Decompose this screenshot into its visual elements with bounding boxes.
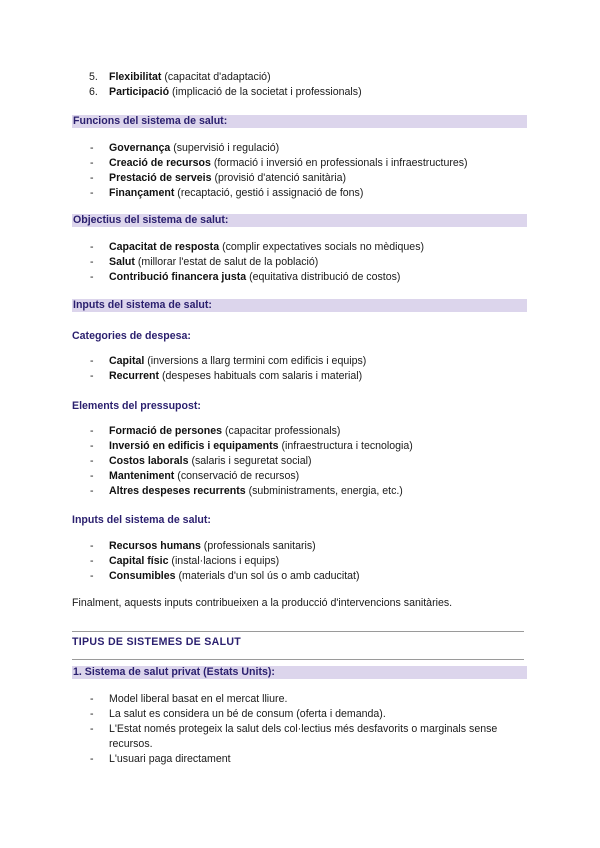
subheading-elements: Elements del pressupost: — [72, 400, 201, 412]
list-item — [72, 186, 526, 201]
elements-list — [72, 424, 526, 499]
list-item — [72, 484, 526, 499]
item-text: L'Estat només protegeix la salut dels col·lectius més desfavorits o marginals sense recursos. — [109, 723, 498, 750]
section-heading-privat: 1. Sistema de salut privat (Estats Units): — [72, 666, 527, 679]
item-desc: (subministraments, energia, etc.) — [248, 485, 403, 497]
item-desc: (infraestructura i tecnologia) — [281, 440, 413, 452]
item-desc: (provisió d'atenció sanitària) — [214, 172, 347, 184]
list-item — [72, 156, 526, 171]
section-heading-funcions: Funcions del sistema de salut: — [72, 115, 527, 128]
item-desc: (formació i inversió en professionals i infraestructures) — [213, 157, 468, 169]
item-term: Finançament — [109, 187, 175, 199]
funcions-list — [72, 141, 526, 201]
item-term: Prestació de serveis — [109, 172, 212, 184]
subheading-inputs: Inputs del sistema de salut: — [72, 514, 211, 526]
list-item — [72, 692, 526, 707]
objectius-list — [72, 240, 526, 285]
bullet: - — [90, 723, 94, 735]
item-desc: (conservació de recursos) — [177, 470, 300, 482]
bullet: - — [90, 455, 94, 467]
bullet: - — [90, 157, 94, 169]
item-term: Consumibles — [109, 570, 176, 582]
item-desc: (equitativa distribució de costos) — [249, 271, 401, 283]
item-term: Salut — [109, 256, 135, 268]
bullet: - — [90, 708, 94, 720]
list-item — [72, 722, 526, 752]
categories-list — [72, 354, 526, 384]
list-item — [72, 171, 526, 186]
bullet: - — [90, 693, 94, 705]
item-desc: (implicació de la societat i professionals) — [172, 86, 362, 98]
tipus-heading: TIPUS DE SISTEMES DE SALUT — [72, 636, 242, 648]
list-item — [72, 70, 526, 85]
item-desc: (instal·lacions i equips) — [171, 555, 280, 567]
bullet: - — [90, 485, 94, 497]
bullet: - — [90, 241, 94, 253]
list-item — [72, 270, 526, 285]
divider — [72, 631, 524, 632]
item-text: L'usuari paga directament — [109, 753, 231, 765]
item-term: Capacitat de resposta — [109, 241, 220, 253]
item-text: La salut es considera un bé de consum (oferta i demanda). — [109, 708, 386, 720]
list-item — [72, 369, 526, 384]
list-item — [72, 240, 526, 255]
item-term: Recursos humans — [109, 540, 201, 552]
list-item — [72, 469, 526, 484]
list-item — [72, 539, 526, 554]
inputs-list — [72, 539, 526, 584]
item-desc: (despeses habituals com salaris i material) — [162, 370, 363, 382]
numbered-list — [72, 70, 526, 100]
item-term: Formació de persones — [109, 425, 223, 437]
item-desc: (complir expectatives socials no mèdiques) — [222, 241, 425, 253]
divider — [72, 659, 524, 660]
item-term: Inversió en edificis i equipaments — [109, 440, 279, 452]
section-heading-objectius: Objectius del sistema de salut: — [72, 214, 527, 227]
list-item — [72, 439, 526, 454]
item-term: Contribució financera justa — [109, 271, 247, 283]
list-item — [72, 85, 526, 100]
item-desc: (inversions a llarg termini com edificis i equips) — [147, 355, 367, 367]
bullet: - — [90, 142, 94, 154]
list-item — [72, 424, 526, 439]
item-desc: (recaptació, gestió i assignació de fons) — [177, 187, 364, 199]
item-term: Flexibilitat — [109, 71, 162, 83]
bullet: - — [90, 753, 94, 765]
item-term: Creació de recursos — [109, 157, 211, 169]
list-number: 6. — [89, 86, 98, 98]
list-number: 5. — [89, 71, 98, 83]
item-term: Governança — [109, 142, 171, 154]
item-desc: (professionals sanitaris) — [203, 540, 316, 552]
bullet: - — [90, 370, 94, 382]
item-term: Altres despeses recurrents — [109, 485, 246, 497]
list-item — [72, 569, 526, 584]
item-desc: (salaris i seguretat social) — [191, 455, 312, 467]
list-item — [72, 707, 526, 722]
list-item — [72, 554, 526, 569]
final-paragraph: Finalment, aquests inputs contribueixen a la producció d'intervencions sanitàries. — [72, 597, 453, 609]
list-item — [72, 354, 526, 369]
item-desc: (millorar l'estat de salut de la població) — [137, 256, 319, 268]
item-term: Capital físic — [109, 555, 169, 567]
subheading-categories: Categories de despesa: — [72, 330, 191, 342]
bullet: - — [90, 440, 94, 452]
item-term: Recurrent — [109, 370, 160, 382]
item-desc: (capacitar professionals) — [225, 425, 341, 437]
list-item — [72, 752, 526, 767]
list-item — [72, 141, 526, 156]
bullet: - — [90, 470, 94, 482]
list-item — [72, 454, 526, 469]
bullet: - — [90, 172, 94, 184]
list-item — [72, 255, 526, 270]
item-term: Costos laborals — [109, 455, 189, 467]
bullet: - — [90, 555, 94, 567]
item-desc: (materials d'un sol ús o amb caducitat) — [178, 570, 360, 582]
privat-list — [72, 692, 526, 767]
item-term: Participació — [109, 86, 170, 98]
item-desc: (supervisió i regulació) — [173, 142, 280, 154]
item-text: Model liberal basat en el mercat lliure. — [109, 693, 288, 705]
bullet: - — [90, 187, 94, 199]
bullet: - — [90, 355, 94, 367]
bullet: - — [90, 256, 94, 268]
item-desc: (capacitat d'adaptació) — [164, 71, 271, 83]
section-heading-inputs: Inputs del sistema de salut: — [72, 299, 527, 312]
bullet: - — [90, 570, 94, 582]
item-term: Manteniment — [109, 470, 175, 482]
bullet: - — [90, 271, 94, 283]
item-term: Capital — [109, 355, 145, 367]
bullet: - — [90, 540, 94, 552]
bullet: - — [90, 425, 94, 437]
